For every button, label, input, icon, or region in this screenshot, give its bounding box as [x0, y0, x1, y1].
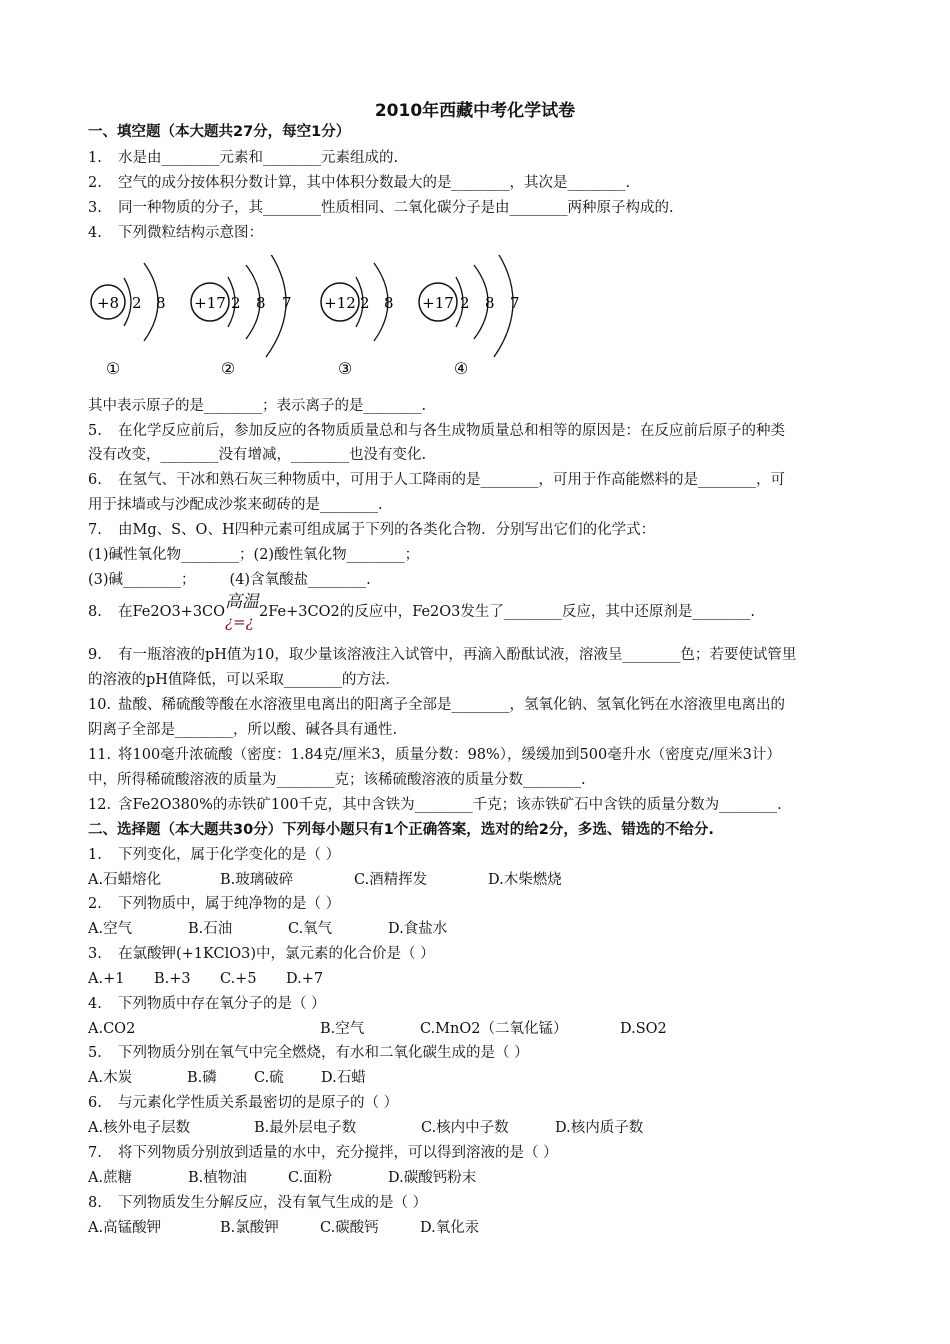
diagram-label: ④ — [453, 359, 469, 378]
choice-question-7 — [88, 1143, 558, 1163]
question-number: 1. — [88, 847, 102, 863]
option-d: D.木柴燃烧 — [488, 872, 562, 888]
option-d: D.核内质子数 — [555, 1120, 644, 1136]
question-number: 6. — [88, 1095, 102, 1111]
question-number: 1. — [88, 150, 102, 166]
choice-options-6 — [88, 1118, 643, 1138]
shell-electrons: 2 — [231, 294, 241, 312]
shell-electrons: 8 — [156, 294, 166, 312]
option-a: A.木炭 — [88, 1070, 133, 1086]
option-a: A.核外电子层数 — [88, 1120, 191, 1136]
question-text: 水是由________元素和________元素组成的. — [118, 150, 399, 166]
nucleus-charge: +17 — [422, 294, 454, 312]
atom-structure-diagram — [88, 255, 548, 385]
question-10 — [88, 695, 785, 715]
option-a: A.CO2 — [88, 1021, 136, 1037]
option-c: C.硫 — [254, 1070, 284, 1086]
choice-options-8 — [88, 1218, 479, 1238]
nucleus-charge: +8 — [96, 294, 120, 312]
option-d: D.食盐水 — [388, 921, 448, 937]
question-text: 在氢气、干冰和熟石灰三种物质中，可用于人工降雨的是________，可用于作高能燃料的是________，可 — [118, 472, 785, 488]
choice-question-5 — [88, 1043, 529, 1063]
question-7-part-4: (4)含氧酸盐________. — [229, 572, 371, 588]
option-c: C.氧气 — [288, 921, 333, 937]
choice-options-2 — [88, 919, 447, 939]
question-text: 将100毫升浓硫酸（密度：1.84克/厘米3，质量分数：98%），缓缓加到500毫升水（密度克/厘米3计） — [118, 747, 781, 763]
question-4 — [88, 223, 263, 243]
choice-question-8 — [88, 1193, 427, 1213]
question-text: 与元素化学性质关系最密切的是原子的（ ） — [118, 1095, 399, 1111]
option-c: C.MnO2（二氧化锰） — [420, 1021, 568, 1037]
reaction-condition — [225, 592, 260, 631]
choice-question-3 — [88, 944, 435, 964]
question-number: 12. — [88, 797, 112, 813]
choice-options-4 — [88, 1019, 667, 1039]
question-11 — [88, 745, 781, 765]
question-text: 下列变化，属于化学变化的是（ ） — [118, 847, 341, 863]
question-number: 6. — [88, 472, 102, 488]
question-number: 3. — [88, 946, 102, 962]
choice-question-4 — [88, 994, 326, 1014]
atom-structure-1 — [91, 263, 166, 378]
question-number: 4. — [88, 225, 102, 241]
option-c: C.+5 — [220, 971, 257, 987]
option-a: A.石蜡熔化 — [88, 872, 162, 888]
question-number: 11. — [88, 747, 112, 763]
question-text: 在化学反应前后，参加反应的各物质质量总和与各生成物质量总和相等的原因是：在反应前后原子的种类 — [118, 423, 785, 439]
question-text: 下列微粒结构示意图： — [118, 225, 263, 241]
atom-structure-4 — [419, 255, 520, 378]
option-d: D.SO2 — [620, 1021, 667, 1037]
question-10-continued: 阴离子全部是________，所以酸、碱各具有通性. — [88, 722, 398, 738]
option-d: D.石蜡 — [321, 1070, 366, 1086]
diagram-label: ② — [220, 359, 236, 378]
question-number: 2. — [88, 175, 102, 191]
choice-options-1 — [88, 870, 562, 890]
option-c: C.碳酸钙 — [320, 1220, 379, 1236]
question-9-continued: 的溶液的pH值降低，可以采取________的方法. — [88, 672, 391, 688]
option-c: C.面粉 — [288, 1170, 333, 1186]
question-number: 9. — [88, 647, 102, 663]
shell-electrons: 2 — [360, 294, 370, 312]
option-a: A.蔗糖 — [88, 1170, 133, 1186]
option-d: D.氧化汞 — [420, 1220, 480, 1236]
question-text: 下列物质中，属于纯净物的是（ ） — [118, 896, 341, 912]
choice-question-6 — [88, 1093, 398, 1113]
option-a: A.空气 — [88, 921, 133, 937]
option-d: D.+7 — [286, 971, 324, 987]
question-1 — [88, 148, 398, 168]
question-3 — [88, 198, 674, 218]
atom-structure-2 — [191, 255, 292, 378]
diagram-label: ③ — [337, 359, 353, 378]
question-7 — [88, 520, 655, 540]
question-number: 5. — [88, 423, 102, 439]
option-a: A.+1 — [88, 971, 125, 987]
choice-question-1 — [88, 845, 340, 865]
question-text: 有一瓶溶液的pH值为10，取少量该溶液注入试管中，再滴入酚酞试液，溶液呈________色；若要使试管里 — [118, 647, 797, 663]
nucleus-charge: +17 — [194, 294, 226, 312]
shell-electrons: 7 — [282, 294, 292, 312]
option-b: B.磷 — [187, 1070, 217, 1086]
question-text: 空气的成分按体积分数计算，其中体积分数最大的是________，其次是________. — [118, 175, 631, 191]
shell-electrons: 7 — [510, 294, 520, 312]
page-title: 2010年西藏中考化学试卷 — [374, 101, 576, 121]
option-b: B.玻璃破碎 — [220, 872, 294, 888]
question-text-post: 2Fe+3CO2的反应中，Fe2O3发生了________反应，其中还原剂是________. — [259, 604, 755, 620]
question-9 — [88, 645, 796, 665]
question-number: 4. — [88, 996, 102, 1012]
question-text: 含Fe2O380%的赤铁矿100千克，其中含铁为________千克；该赤铁矿石中含铁的质量分数为________. — [118, 797, 782, 813]
question-6-continued: 用于抹墙或与沙配成沙浆来砌砖的是________. — [88, 497, 383, 513]
shell-electrons: 8 — [256, 294, 266, 312]
choice-options-5 — [88, 1068, 366, 1088]
choice-options-3 — [88, 969, 323, 989]
choice-question-2 — [88, 894, 340, 914]
question-6 — [88, 470, 785, 490]
question-12 — [88, 795, 782, 815]
question-number: 5. — [88, 1045, 102, 1061]
option-b: B.最外层电子数 — [254, 1120, 357, 1136]
shell-electrons: 8 — [384, 294, 394, 312]
question-number: 7. — [88, 522, 102, 538]
question-4-followup: 其中表示原子的是________；表示离子的是________. — [88, 398, 427, 414]
question-text: 由Mg、S、O、H四种元素可组成属于下列的各类化合物．分别写出它们的化学式： — [118, 522, 656, 538]
question-text: 下列物质分别在氧气中完全燃烧，有水和二氧化碳生成的是（ ） — [118, 1045, 529, 1061]
option-b: B.空气 — [320, 1021, 365, 1037]
question-text: 将下列物质分别放到适量的水中，充分搅拌，可以得到溶液的是（ ） — [118, 1145, 558, 1161]
question-number: 8. — [88, 604, 102, 620]
option-b: B.+3 — [154, 971, 191, 987]
option-b: B.植物油 — [188, 1170, 247, 1186]
question-number: 2. — [88, 896, 102, 912]
option-b: B.石油 — [188, 921, 233, 937]
question-text: 下列物质中存在氧分子的是（ ） — [118, 996, 326, 1012]
option-d: D.碳酸钙粉末 — [388, 1170, 477, 1186]
question-number: 3. — [88, 200, 102, 216]
question-text: 盐酸、稀硫酸等酸在水溶液里电离出的阳离子全部是________，氢氧化钠、氢氧化钙在水溶液里电离出的 — [118, 697, 785, 713]
reaction-condition-top: 高温 — [225, 592, 260, 612]
question-2 — [88, 173, 630, 193]
section2-heading: 二、选择题（本大题共30分）下列每小题只有1个正确答案，选对的给2分，多选、错选的不给分. — [88, 822, 714, 838]
question-text: 同一种物质的分子，其________性质相同、二氧化碳分子是由________两种原子构成的. — [118, 200, 674, 216]
nucleus-charge: +12 — [324, 294, 356, 312]
question-5 — [88, 421, 785, 441]
question-number: 10. — [88, 697, 112, 713]
option-c: C.核内中子数 — [421, 1120, 509, 1136]
option-a: A.高锰酸钾 — [88, 1220, 162, 1236]
shell-electrons: 2 — [460, 294, 470, 312]
choice-options-7 — [88, 1168, 476, 1188]
question-7-part-3: (3)碱________； — [88, 572, 196, 588]
section1-heading: 一、填空题（本大题共27分，每空1分） — [88, 124, 351, 140]
question-7-parts-1-2: (1)碱性氧化物________；(2)酸性氧化物________； — [88, 547, 420, 563]
question-11-continued: 中，所得稀硫酸溶液的质量为________克；该稀硫酸溶液的质量分数________. — [88, 772, 586, 788]
question-7-parts-3-4 — [88, 570, 371, 590]
question-5-continued: 没有改变，________没有增减，________也没有变化. — [88, 447, 427, 463]
reaction-condition-bottom: ¿=¿ — [225, 613, 254, 631]
option-c: C.酒精挥发 — [354, 872, 428, 888]
question-text: 在氯酸钾(+1KClO3)中，氯元素的化合价是（ ） — [118, 946, 435, 962]
question-text: 下列物质发生分解反应，没有氧气生成的是（ ） — [118, 1195, 428, 1211]
question-8 — [88, 592, 755, 631]
question-number: 7. — [88, 1145, 102, 1161]
shell-electrons: 8 — [485, 294, 495, 312]
question-text-pre: 在Fe2O3+3CO — [118, 604, 226, 620]
shell-electrons: 2 — [132, 294, 142, 312]
diagram-label: ① — [105, 359, 121, 378]
atom-structure-3 — [321, 263, 394, 378]
option-b: B.氯酸钾 — [220, 1220, 279, 1236]
question-number: 8. — [88, 1195, 102, 1211]
